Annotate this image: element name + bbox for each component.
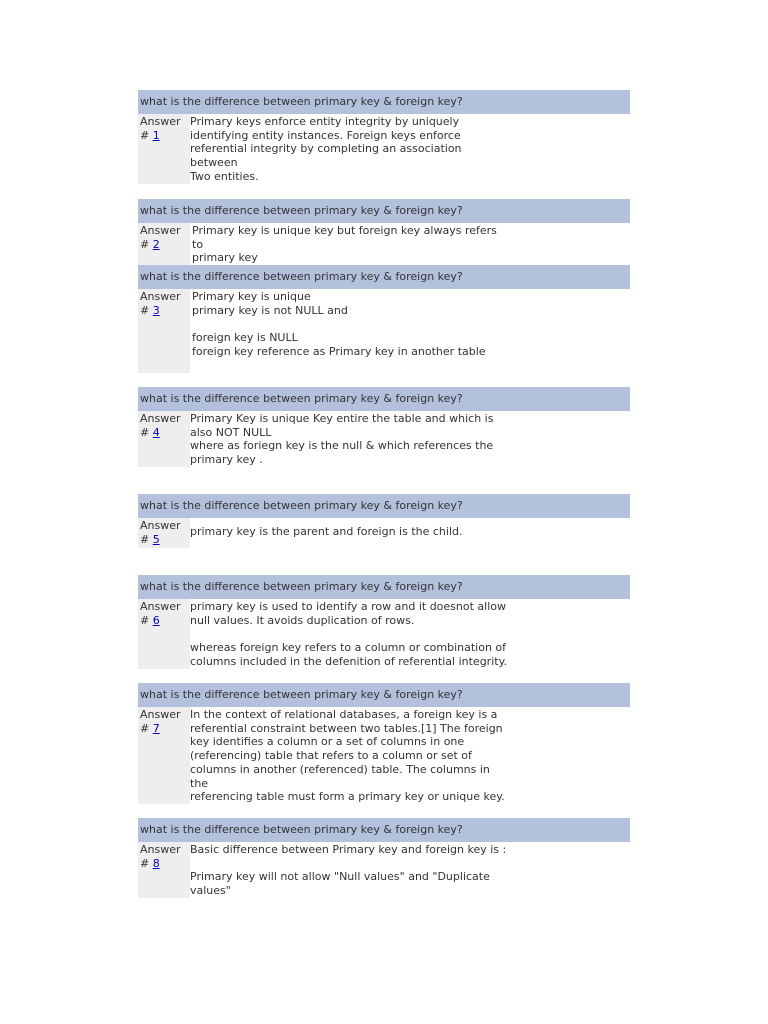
answer-word: Answer <box>140 290 181 303</box>
answer-label <box>138 114 190 184</box>
answer-word: Answer <box>140 115 181 128</box>
hash-sign: # <box>140 722 153 735</box>
qa-block-5 <box>138 494 630 548</box>
qa-block-8 <box>138 818 630 898</box>
answer-word: Answer <box>140 843 181 856</box>
answer-label <box>138 289 190 373</box>
question-header: what is the difference between primary key & foreign key? <box>138 575 630 599</box>
answer-row <box>138 707 630 804</box>
qa-block-6 <box>138 575 630 669</box>
answer-text: Primary key is unique primary key is not NULL and foreign key is NULL foreign key reference as Primary key in another table <box>192 290 486 358</box>
question-header: what is the difference between primary key & foreign key? <box>138 387 630 411</box>
answer-text: Primary keys enforce entity integrity by uniquely identifying entity instances. Foreign keys enforce referential integrity by completing an association between Two entities. <box>190 115 462 183</box>
hash-sign: # <box>140 238 153 251</box>
answer-text: In the context of relational databases, a foreign key is a referential constraint between two tables.[1] The foreign key identifies a column or a set of columns in one (referencing) table that refers to a column or set of columns in another (referenced) table. The columns in the referencing table must form a primary key or unique key. <box>190 708 505 804</box>
question-header: what is the difference between primary key & foreign key? <box>138 818 630 842</box>
answer-number-link[interactable]: 4 <box>152 426 160 439</box>
answer-text: Basic difference between Primary key and foreign key is : Primary key will not allow "Null values" and "Duplicate values" <box>190 843 507 898</box>
answer-number-link[interactable]: 5 <box>152 533 160 546</box>
qa-block-3 <box>138 265 630 373</box>
answer-number-link[interactable]: 7 <box>152 722 160 735</box>
answer-text: Primary Key is unique Key entire the table and which is also NOT NULL where as foriegn key is the null & which references the primary key . <box>190 412 494 467</box>
answer-row <box>138 411 630 467</box>
answer-text: primary key is used to identify a row and it doesnot allow null values. It avoids duplication of rows. whereas foreign key refers to a column or combination of columns included in the defenition of referential integrity. <box>190 600 508 668</box>
question-header: what is the difference between primary key & foreign key? <box>138 494 630 518</box>
answer-text: primary key is the parent and foreign is the child. <box>190 525 463 538</box>
answer-row <box>138 114 630 184</box>
question-header: what is the difference between primary key & foreign key? <box>138 683 630 707</box>
answer-word: Answer <box>140 224 181 237</box>
qa-block-4 <box>138 387 630 467</box>
answer-number-link[interactable]: 1 <box>152 129 160 142</box>
answer-label <box>138 842 190 898</box>
question-header: what is the difference between primary key & foreign key? <box>138 199 630 223</box>
answer-word: Answer <box>140 412 181 425</box>
answer-row <box>138 518 630 548</box>
answer-label <box>138 707 190 804</box>
answer-word: Answer <box>140 600 181 613</box>
answer-label <box>138 411 190 467</box>
answer-row <box>138 289 630 373</box>
hash-sign: # <box>140 426 153 439</box>
answer-word: Answer <box>140 708 181 721</box>
answer-label <box>138 599 190 669</box>
answer-row <box>138 842 630 898</box>
answer-row <box>138 599 630 669</box>
answer-text: Primary key is unique key but foreign key always refers to primary key <box>192 224 497 265</box>
answer-number-link[interactable]: 6 <box>152 614 160 627</box>
hash-sign: # <box>140 857 153 870</box>
answer-label <box>138 223 190 265</box>
qa-block-7 <box>138 683 630 804</box>
answer-number-link[interactable]: 3 <box>152 304 160 317</box>
answer-row <box>138 223 630 265</box>
answer-label <box>138 518 190 548</box>
hash-sign: # <box>140 304 153 317</box>
question-header: what is the difference between primary key & foreign key? <box>138 265 630 289</box>
answer-number-link[interactable]: 2 <box>152 238 160 251</box>
qa-block-1 <box>138 90 630 184</box>
question-header: what is the difference between primary key & foreign key? <box>138 90 630 114</box>
hash-sign: # <box>140 129 153 142</box>
hash-sign: # <box>140 533 153 546</box>
answer-word: Answer <box>140 519 181 532</box>
hash-sign: # <box>140 614 153 627</box>
answer-number-link[interactable]: 8 <box>152 857 160 870</box>
qa-block-2 <box>138 199 630 265</box>
